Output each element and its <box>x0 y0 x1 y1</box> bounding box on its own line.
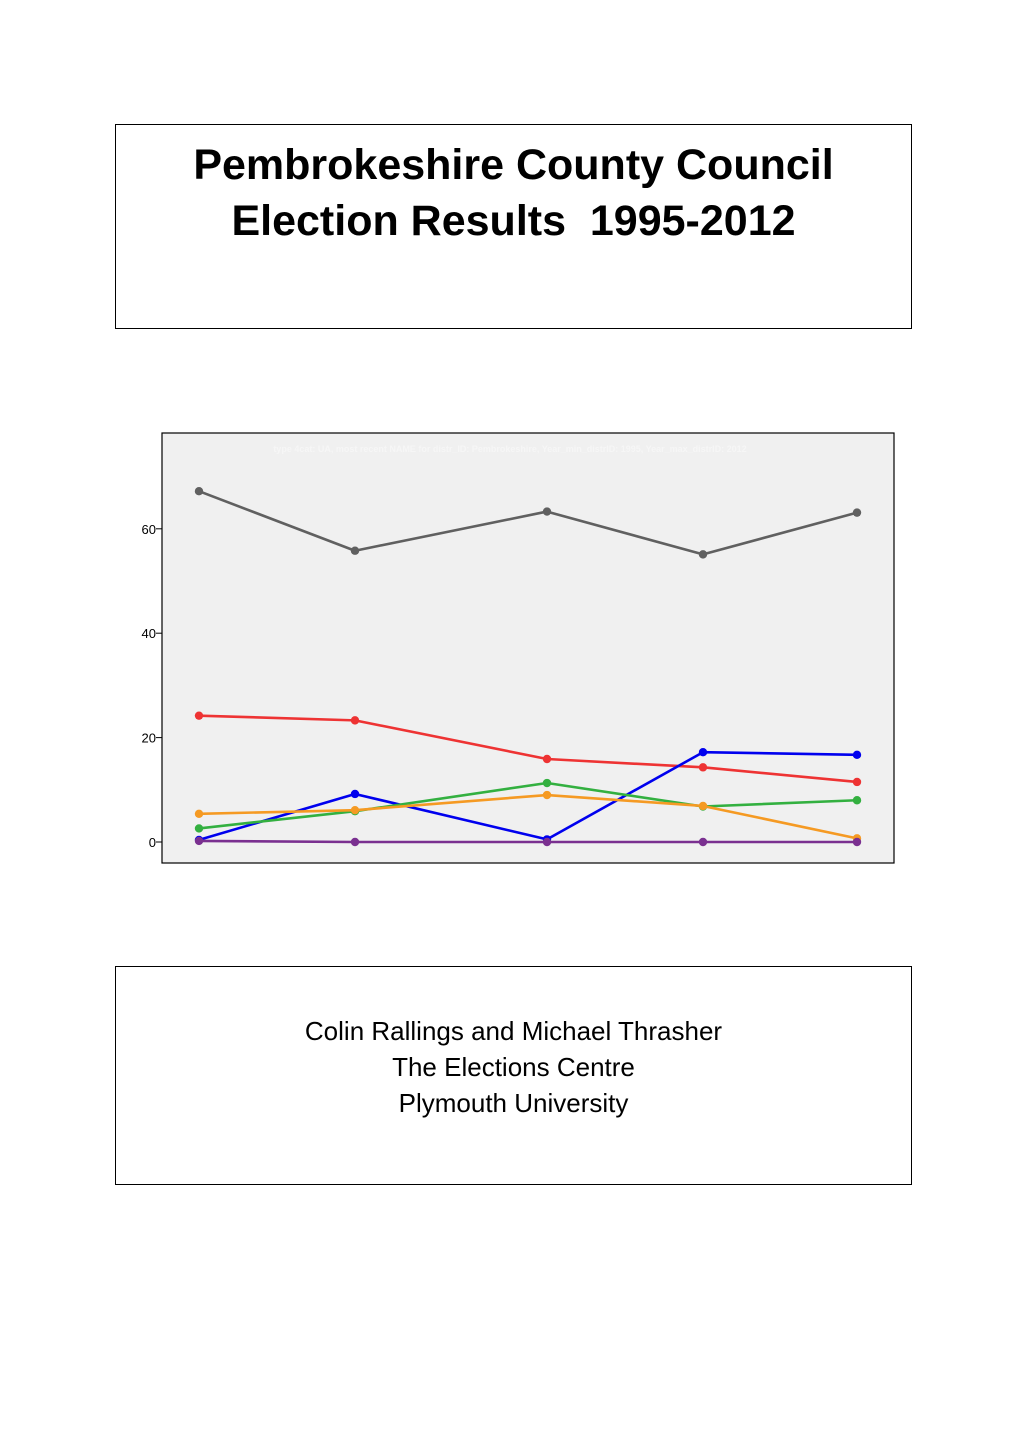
y-tick-label: 40 <box>141 626 156 642</box>
plot-area <box>162 433 894 863</box>
series-6-point <box>195 837 203 845</box>
series-5-point <box>195 810 203 818</box>
series-5-point <box>699 802 707 810</box>
series-1-point <box>351 547 359 555</box>
y-tick-label: 20 <box>141 730 156 746</box>
y-tick-label: 0 <box>148 835 156 850</box>
chart-title: type 4cat: UA, most recent NAME for distr_ID: Pembrokeshire, Year_min_distrID: 1995, Year_max_distrID: 2012 <box>273 444 747 454</box>
series-2-point <box>351 716 359 724</box>
series-2-point <box>195 711 203 719</box>
series-4-point <box>195 824 203 832</box>
series-1-point <box>543 507 551 515</box>
series-6-point <box>853 838 861 846</box>
series-6-point <box>699 838 707 846</box>
series-5-point <box>543 791 551 799</box>
y-axis <box>142 522 162 850</box>
series-4-point <box>543 779 551 787</box>
title-box <box>115 124 912 329</box>
series-3-point <box>699 748 707 756</box>
y-tick-label: 60 <box>141 521 156 537</box>
chart-svg <box>110 432 910 872</box>
series-line-6 <box>199 841 857 842</box>
series-1-point <box>195 487 203 495</box>
series-3-point <box>853 751 861 759</box>
authors-text: Colin Rallings and Michael Thrasher <box>304 1016 723 1046</box>
title-line-1: Pembrokeshire County Council <box>193 141 834 189</box>
university-text: Plymouth University <box>398 1088 629 1118</box>
series-6-point <box>543 838 551 846</box>
series-4-point <box>853 796 861 804</box>
series-5-point <box>351 806 359 814</box>
title-line-2: Election Results 1995-2012 <box>231 197 796 245</box>
series-2-point <box>853 778 861 786</box>
series-1-point <box>853 508 861 516</box>
series-3-point <box>351 790 359 798</box>
series-2-point <box>699 763 707 771</box>
series-1-point <box>699 550 707 558</box>
series-2-point <box>543 755 551 763</box>
centre-text: The Elections Centre <box>392 1052 635 1082</box>
credits-box <box>115 966 912 1185</box>
election-chart <box>110 432 910 872</box>
series-6-point <box>351 838 359 846</box>
